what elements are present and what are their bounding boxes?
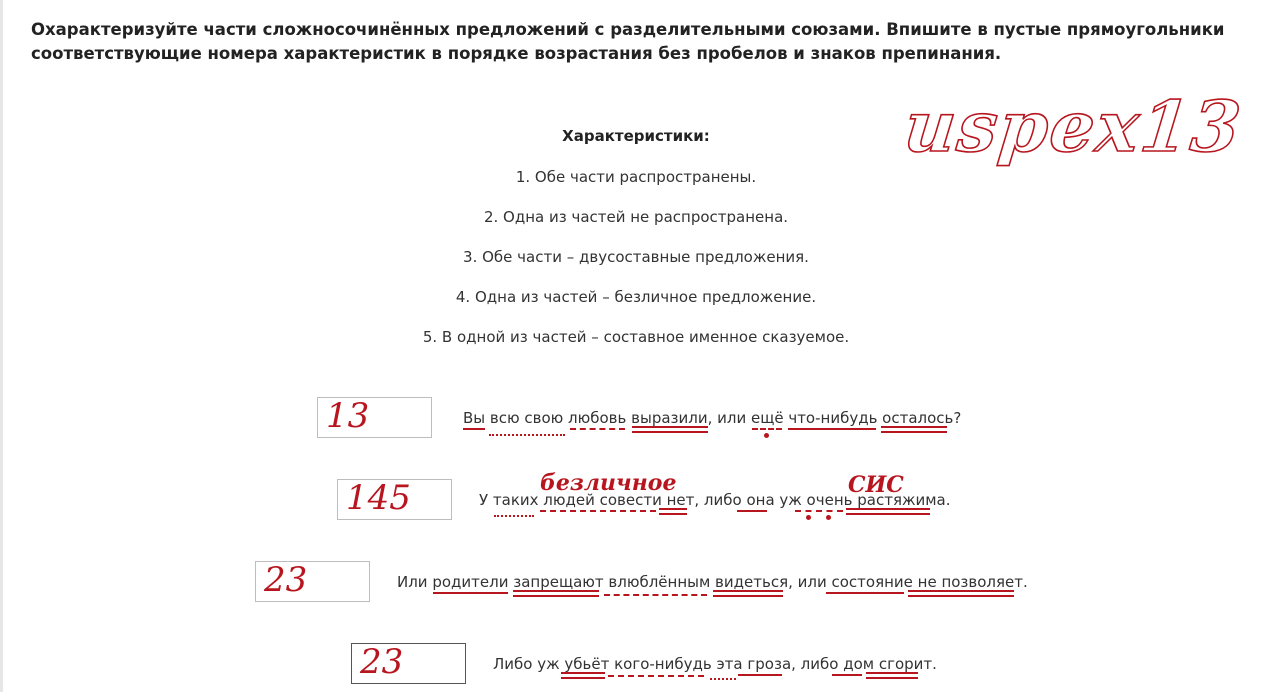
answer-value-3: 23 [264,560,308,600]
predicate-underline [846,508,930,515]
definition-underline [489,426,565,436]
page-left-border [0,0,3,692]
object-underline [604,594,707,596]
characteristic-4: 4. Одна из частей – безличное предложение. [455,288,817,306]
subject-underline [832,674,862,676]
answer-box-1[interactable] [317,397,432,438]
circumstance-dot [806,515,811,520]
subject-underline [433,592,508,594]
answer-box-2[interactable] [337,479,452,520]
object-underline [608,675,704,677]
answer-box-3[interactable] [255,561,370,602]
sentence-3: Или родители запрещают влюблённым видеться, или состояние не позволяет. [397,573,1028,591]
subject-underline [826,592,904,594]
definition-underline [494,507,534,517]
sentence-1: Вы всю свою любовь выразили, или ещё что-нибудь осталось? [463,409,962,427]
characteristic-1: 1. Обе части распространены. [515,168,757,186]
circumstance-underline [752,428,782,430]
answer-value-4: 23 [360,642,404,682]
predicate-underline [659,508,687,515]
predicate-underline [881,426,947,433]
subject-underline [463,428,485,430]
characteristics-title: Характеристики: [562,127,710,145]
subject-underline [738,674,782,676]
predicate-underline [513,590,599,597]
predicate-underline [713,590,783,597]
subject-underline [737,510,767,512]
watermark-text: uspex13 [900,85,1247,168]
annotation-sis: СИС [848,472,904,498]
predicate-underline [866,672,918,679]
characteristic-5: 5. В одной из частей – составное именное сказуемое. [422,328,850,346]
answer-value-2: 145 [346,478,411,518]
subject-underline [788,428,876,430]
object-underline [540,510,656,512]
characteristic-2: 2. Одна из частей не распространена. [483,208,789,226]
predicate-underline [632,426,708,433]
annotation-impersonal: безличное [540,470,677,496]
characteristic-3: 3. Обе части – двусоставные предложения. [463,248,809,266]
circumstance-underline [795,510,843,512]
predicate-underline [908,590,1014,597]
object-underline [570,428,625,430]
task-instruction: Охарактеризуйте части сложносочинённых предложений с разделительными союзами. Впишите в пустые прямоугольники соответствующие номера характеристик в порядке возрастания без пробелов и знаков препинания. [31,20,1225,63]
predicate-underline [561,672,605,679]
definition-underline [710,670,736,680]
circumstance-dot [764,433,769,438]
answer-value-1: 13 [326,396,370,436]
sentence-2: У таких людей совести нет, либо она уж очень растяжима. [479,491,951,509]
sentence-4: Либо уж убьёт кого-нибудь эта гроза, либо дом сгорит. [493,655,937,673]
circumstance-dot [826,515,831,520]
answer-box-4[interactable] [351,643,466,684]
